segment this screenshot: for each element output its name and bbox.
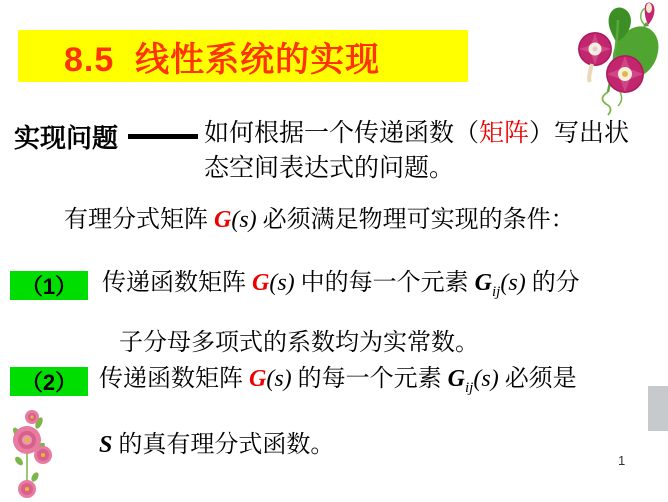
item1-line2: 子分母多项式的系数均为实常数。 — [119, 330, 479, 356]
item2-seg2: 的每一个元素 — [291, 366, 448, 392]
intro-line2: 态空间表达式的问题。 — [204, 155, 455, 182]
item1-seg3: 的分 — [525, 270, 580, 296]
condition-after: 必须满足物理可实现的条件： — [256, 207, 575, 233]
math-s-arg: (s) — [231, 207, 257, 233]
item2-seg1: 传递函数矩阵 — [99, 366, 249, 392]
item1-line1 — [102, 267, 580, 308]
item1-badge: （1） — [10, 271, 88, 300]
scrollbar-thumb[interactable] — [648, 386, 668, 431]
intro-text — [204, 116, 654, 186]
item2-Gij-sub: ij — [465, 380, 474, 396]
item2-Gij: G — [447, 366, 466, 392]
item2-line2-rest: 的真有理分式函数。 — [112, 432, 335, 458]
item2-line1 — [99, 363, 577, 404]
item1-Gij-s: (s) — [500, 270, 526, 296]
page-number: 1 — [618, 453, 626, 468]
realization-problem-label: 实现问题 — [14, 123, 119, 153]
item2-s: (s) — [266, 366, 292, 392]
item2-Gij-s: (s) — [473, 366, 499, 392]
item1-seg1: 传递函数矩阵 — [102, 270, 252, 296]
matrix-red-text: 矩阵 — [479, 120, 530, 147]
item1-seg2: 中的每一个元素 — [294, 270, 475, 296]
intro-line1-before: 如何根据一个传递函数（ — [204, 120, 480, 147]
item2-line2 — [99, 429, 334, 461]
item2-badge: （2） — [10, 367, 88, 396]
title-bar — [18, 30, 468, 82]
pink-pompom-flowers-icon — [5, 409, 63, 502]
transfer-matrix-G: G — [214, 207, 232, 233]
item1-Gij: G — [474, 270, 493, 296]
item2-S-var: S — [99, 432, 113, 458]
condition-intro-line — [64, 204, 654, 236]
dash-line — [128, 134, 198, 139]
item2-G: G — [249, 366, 267, 392]
morning-glory-flower-icon — [568, 2, 666, 117]
item1-s: (s) — [269, 270, 295, 296]
condition-before: 有理分式矩阵 — [64, 207, 214, 233]
item1-Gij-sub: ij — [492, 284, 501, 300]
item1-G: G — [252, 270, 270, 296]
intro-line1-after: ）写出状 — [529, 120, 630, 147]
page-title: 8.5 线性系统的实现 — [64, 40, 381, 79]
item2-seg3: 必须是 — [498, 366, 577, 392]
